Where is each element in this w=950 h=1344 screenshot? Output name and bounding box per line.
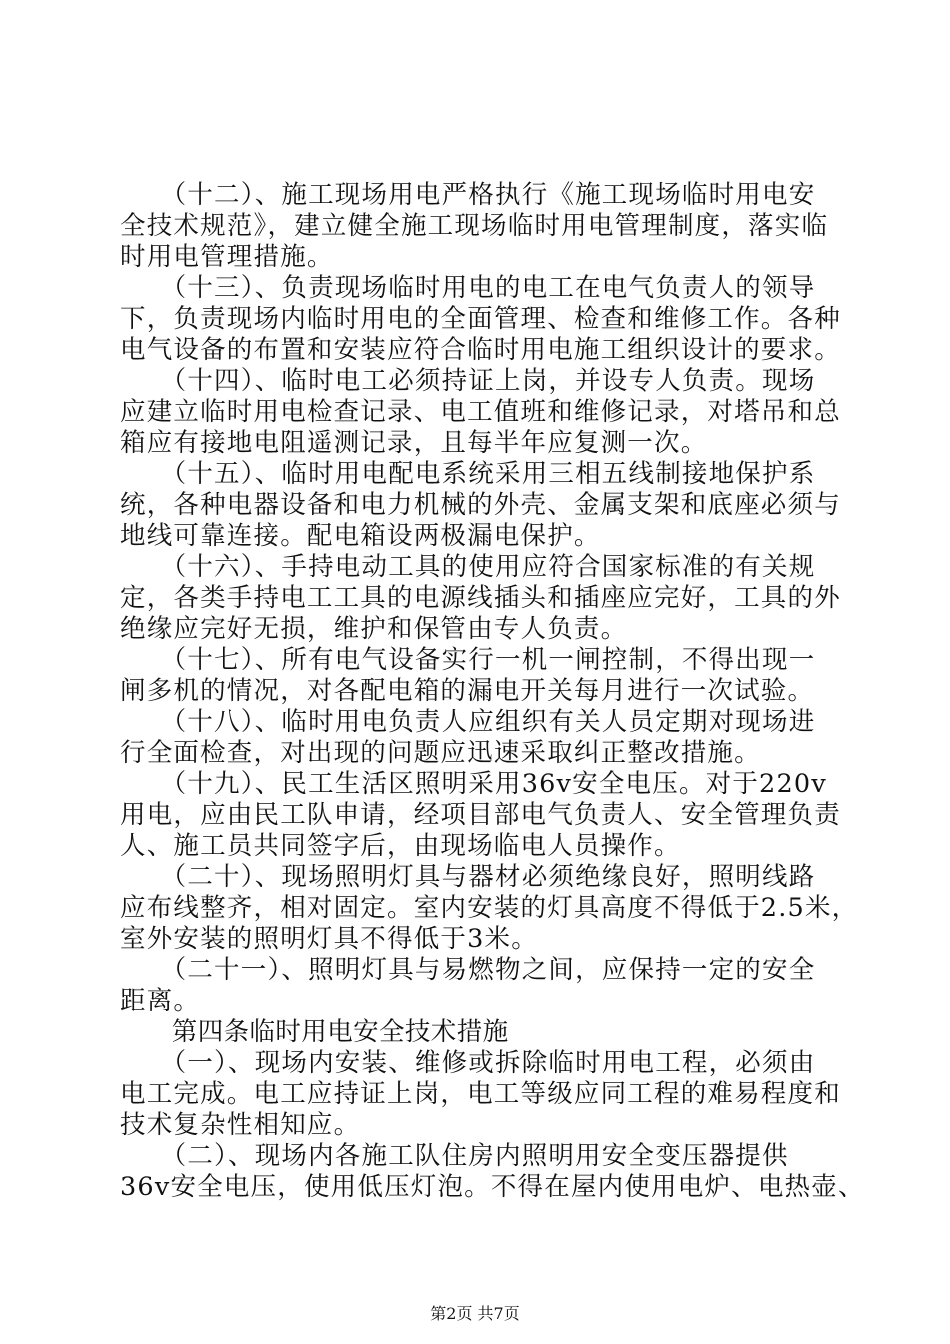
text-line: 电工完成。电工应持证上岗，电工等级应同工程的难易程度和 bbox=[120, 1079, 841, 1109]
text-line: 电气设备的布置和安装应符合临时用电施工组织设计的要求。 bbox=[120, 335, 841, 365]
text-line: 人、施工员共同签字后，由现场临电人员操作。 bbox=[120, 831, 681, 861]
text-line: （十六）、手持电动工具的使用应符合国家标准的有关规 bbox=[120, 552, 816, 582]
text-line: （一）、现场内安装、维修或拆除临时用电工程，必须由 bbox=[120, 1048, 816, 1078]
text-line: 室外安装的照明灯具不得低于3米。 bbox=[120, 924, 538, 954]
text-line: 下，负责现场内临时用电的全面管理、检查和维修工作。各种 bbox=[120, 304, 841, 334]
text-line: （十九）、民工生活区照明采用36v安全电压。对于220v bbox=[120, 769, 827, 799]
section-heading: 第四条临时用电安全技术措施 bbox=[120, 1017, 509, 1047]
text-line: （二十）、现场照明灯具与器材必须绝缘良好，照明线路 bbox=[120, 862, 816, 892]
text-line: （十八）、临时用电负责人应组织有关人员定期对现场进 bbox=[120, 707, 816, 737]
text-line: 技术复杂性相知应。 bbox=[120, 1110, 361, 1140]
page-footer: 第2页 共7页 bbox=[430, 1304, 520, 1323]
text-line: 应布线整齐，相对固定。室内安装的灯具高度不得低于2.5米， bbox=[120, 893, 859, 923]
text-line: （十四）、临时电工必须持证上岗，并设专人负责。现场 bbox=[120, 366, 816, 396]
text-line: 闸多机的情况，对各配电箱的漏电开关每月进行一次试验。 bbox=[120, 676, 815, 706]
text-line: （十五）、临时用电配电系统采用三相五线制接地保护系 bbox=[120, 459, 816, 489]
text-line: （二十一）、照明灯具与易燃物之间，应保持一定的安全 bbox=[120, 955, 816, 985]
text-line: 统，各种电器设备和电力机械的外壳、金属支架和底座必须与 bbox=[120, 490, 841, 520]
text-line: 定，各类手持电工工具的电源线插头和插座应完好，工具的外 bbox=[120, 583, 841, 613]
text-line: 绝缘应完好无损，维护和保管由专人负责。 bbox=[120, 614, 628, 644]
text-line: 时用电管理措施。 bbox=[120, 242, 334, 272]
text-line: 行全面检查，对出现的问题应迅速采取纠正整改措施。 bbox=[120, 738, 761, 768]
text-line: 距离。 bbox=[120, 986, 201, 1016]
text-line: （十三）、负责现场临时用电的电工在电气负责人的领导 bbox=[120, 273, 816, 303]
text-line: （十七）、所有电气设备实行一机一闸控制，不得出现一 bbox=[120, 645, 816, 675]
text-line: （十二）、施工现场用电严格执行《施工现场临时用电安 bbox=[120, 180, 816, 210]
text-line: （二）、现场内各施工队住房内照明用安全变压器提供 bbox=[120, 1141, 789, 1171]
text-line: 应建立临时用电检查记录、电工值班和维修记录，对塔吊和总 bbox=[120, 397, 841, 427]
text-line: 36v安全电压，使用低压灯泡。不得在屋内使用电炉、电热壶、 bbox=[120, 1172, 865, 1202]
text-line: 用电，应由民工队申请，经项目部电气负责人、安全管理负责 bbox=[120, 800, 841, 830]
text-line: 地线可靠连接。配电箱设两极漏电保护。 bbox=[120, 521, 601, 551]
text-line: 箱应有接地电阻遥测记录，且每半年应复测一次。 bbox=[120, 428, 708, 458]
text-line: 全技术规范》，建立健全施工现场临时用电管理制度，落实临 bbox=[120, 211, 829, 241]
